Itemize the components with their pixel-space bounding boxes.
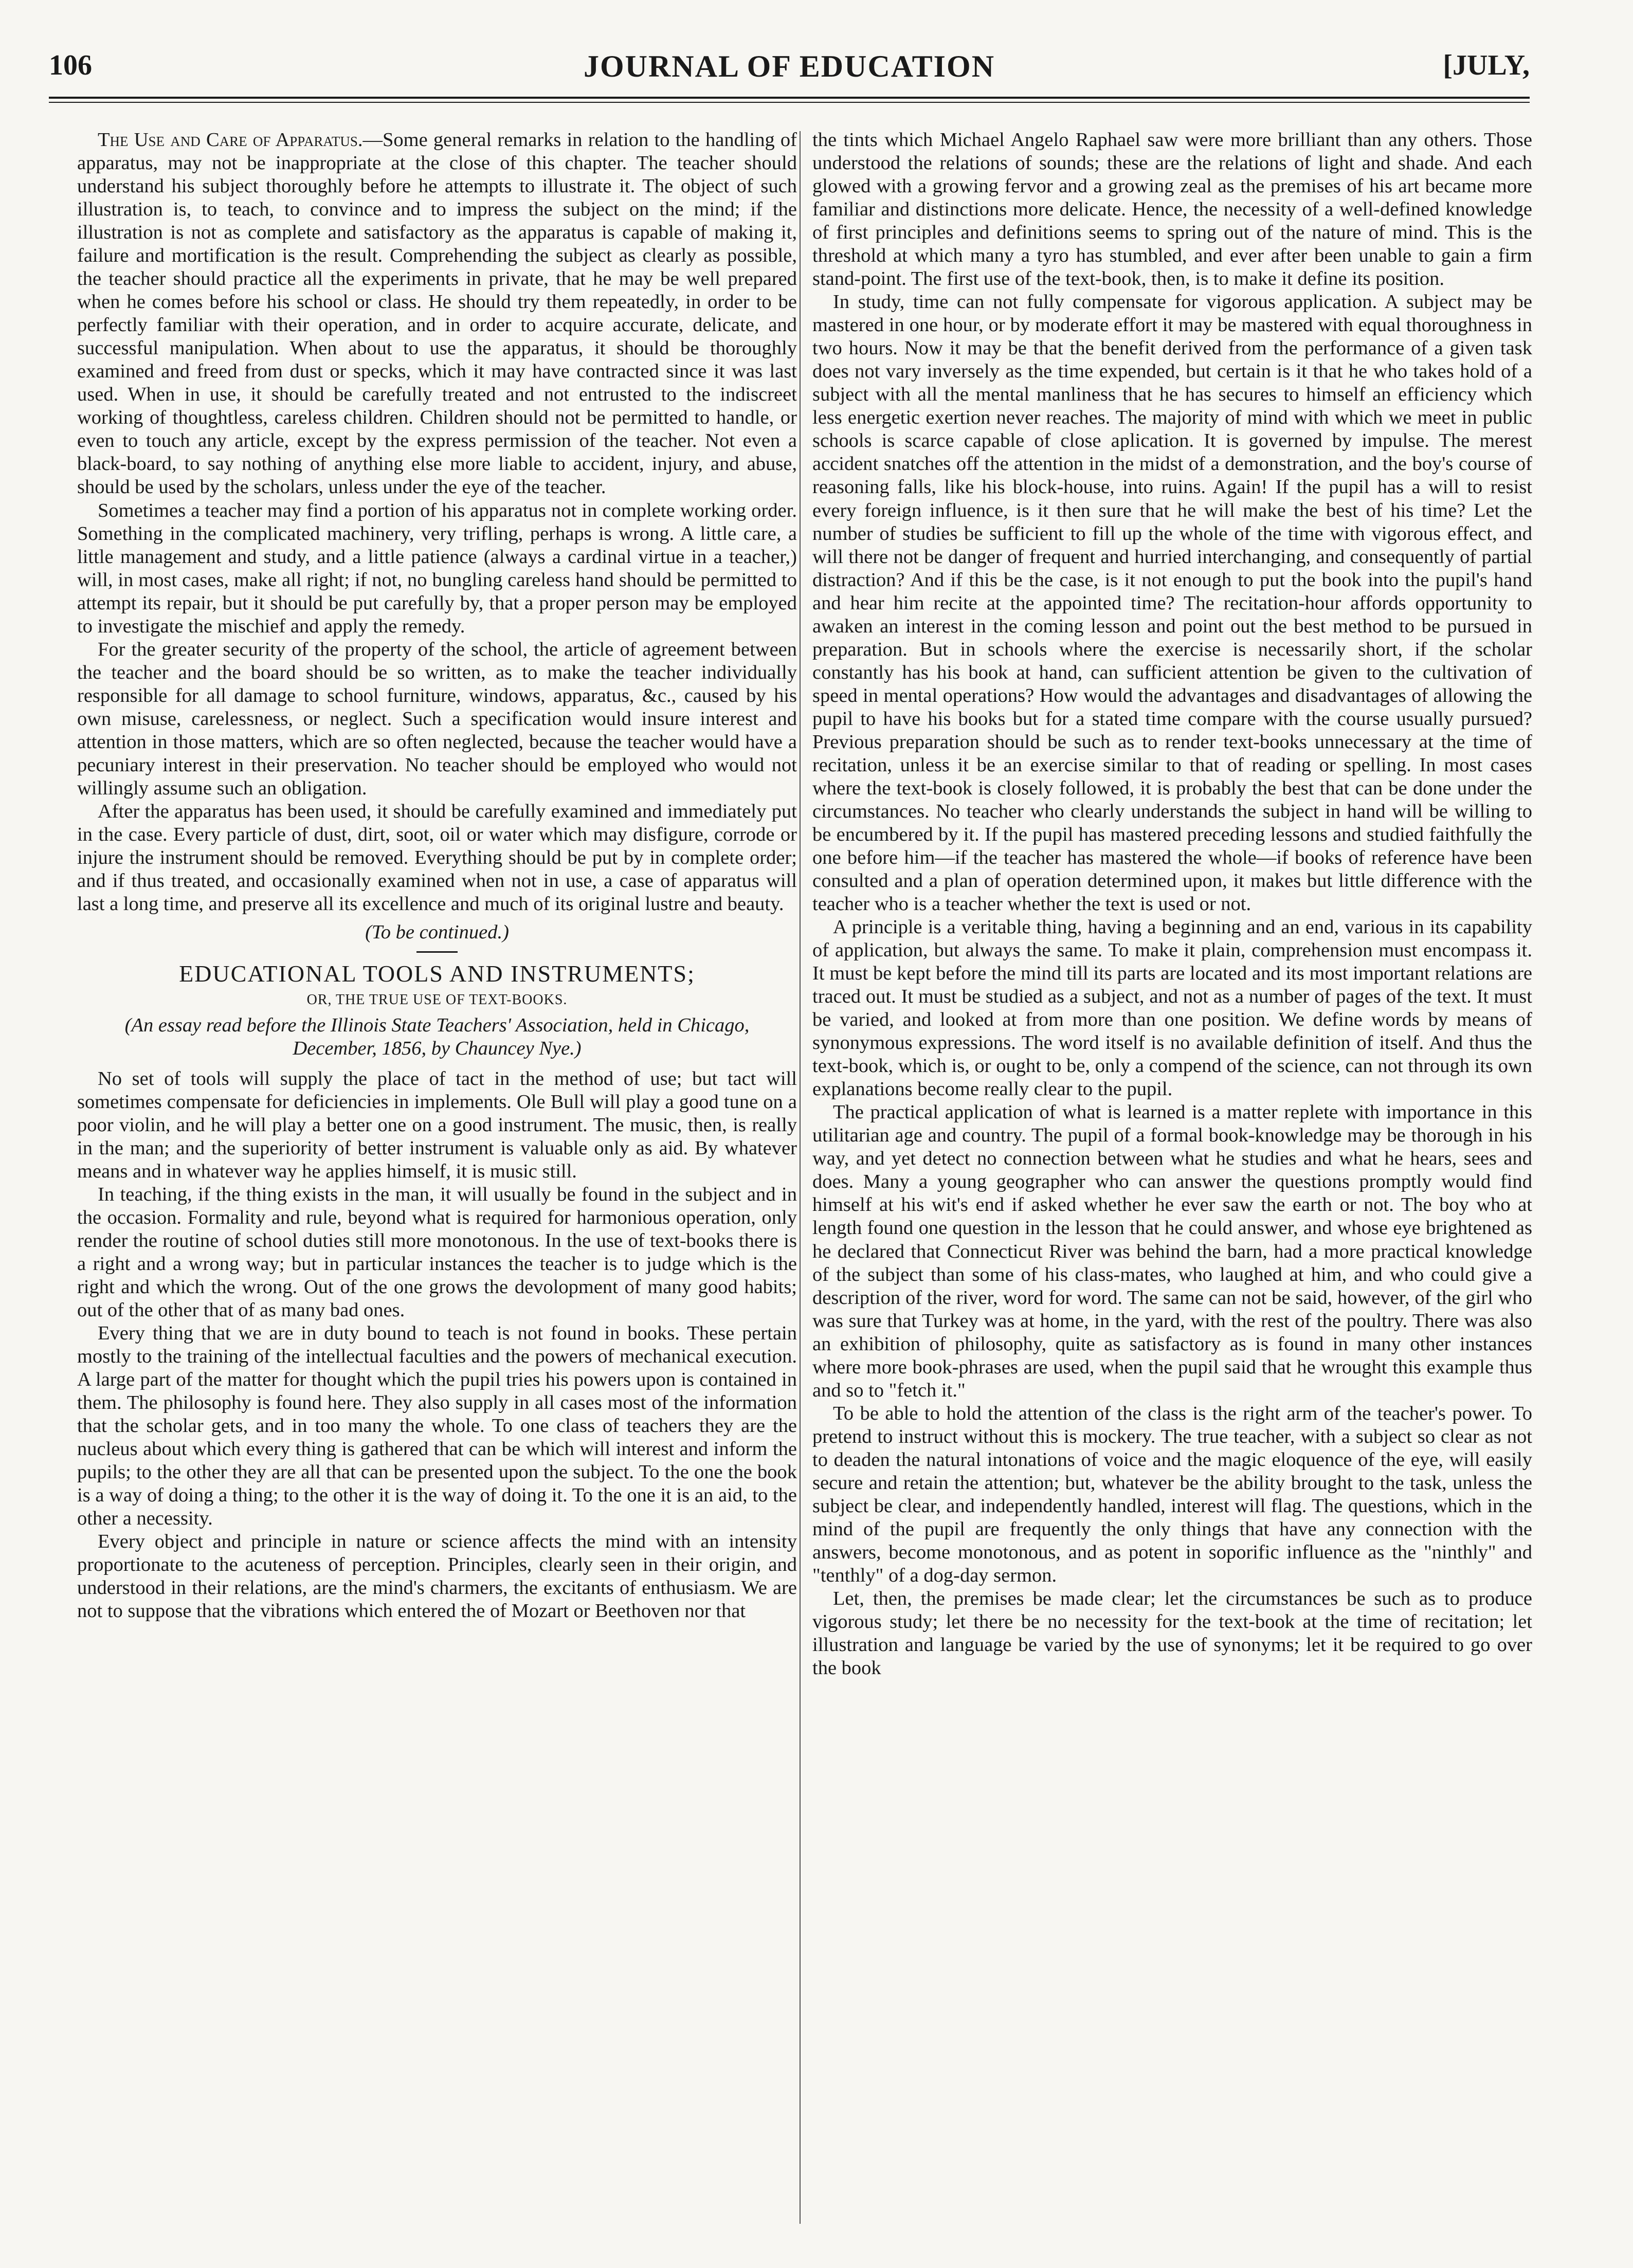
- header-rule-thin: [49, 102, 1530, 103]
- essay-byline: (An essay read before the Illinois State Teachers' Association, held in Chicago, December, 1856, by Chauncey Nye.): [124, 1014, 750, 1059]
- paragraph: [77, 129, 797, 499]
- left-column: [77, 129, 797, 2247]
- section-divider: [416, 951, 458, 953]
- section-subtitle: OR, THE TRUE USE OF TEXT-BOOKS.: [306, 991, 568, 1008]
- paragraph: Every thing that we are in duty bound to teach is not found in books. These pertain mostly to the training of the intellectual faculties and the powers of mechanical execution. A large part of the matter for thought which the pupil tries his powers upon is contained in them. The philosophy is found here. They also supply in all cases most of the information that the scholar gets, and in too many the whole. To one class of teachers they are the nucleus about which every thing is gathered that can be which will interest and inform the pupils; to the other they are all that can be presented upon the subject. To the one the book is a way of doing a thing; to the other it is the way of doing it. To the one it is an aid, to the other a necessity.: [77, 1322, 797, 1530]
- to-be-continued: (To be continued.): [365, 921, 509, 944]
- header-rule: [49, 97, 1530, 99]
- paragraph-body: —Some general remarks in relation to the handling of apparatus, may not be inappropriate at the close of this chapter. The teacher should understand his subject thoroughly before he attempts to illustrate it. The object of such illustration is, to teach, to convince and to impress the subject on the mind; if the illustration is not as complete and satisfactory as the apparatus is capable of making it, failure and mortification is the result. Comprehending the subject as clearly as possible, the teacher should practice all the experiments in private, that he may be well prepared when he comes before his school or class. He should try them repeatedly, in order to be perfectly familiar with their operation, and in order to acquire accurate, delicate, and successful manipulation. When about to use the apparatus, it should be thoroughly examined and freed from dust or specks, which it may have contracted since it was last used. When in use, it should be carefully treated and not entrusted to the indiscreet working of thoughtless, careless children. Children should not be permitted to handle, or even to touch any article, except by the express permission of the teacher. Not even a black-board, to say nothing of anything else more liable to accident, injury, and abuse, should be used by the scholars, unless under the eye of the teacher.: [77, 129, 797, 498]
- right-column: [812, 129, 1532, 2247]
- paragraph: In teaching, if the thing exists in the man, it will usually be found in the subject and in the occasion. Formality and rule, beyond what is required for harmonious operation, only render the routine of school duties still more monotonous. In the use of text-books there is a right and a wrong way; but in particular instances the teacher is to judge which is the right and which the wrong. Out of the one grows the devolopment of many good habits; out of the other that of as many bad ones.: [77, 1183, 797, 1321]
- paragraph: Sometimes a teacher may find a portion of his apparatus not in complete working order. Something in the complicated machinery, very trifling, perhaps is wrong. A little care, a little management and study, and a little patience (always a cardinal virtue in a teacher,) will, in most cases, make all right; if not, no bungling careless hand should be permitted to attempt its repair, but it should be put carefully by, that a proper person may be employed to investigate the mischief and apply the remedy.: [77, 499, 797, 637]
- issue-month: [JULY,: [1443, 49, 1530, 81]
- paragraph: A principle is a veritable thing, having a beginning and an end, various in its capability of application, but always the same. To make it plain, comprehension must encompass it. It must be kept before the mind till its parts are located and its most important relations are traced out. It must be studied as a subject, and not as a number of pages of the text. It must be varied, and looked at from more than one position. We define words by means of synonymous expressions. The word itself is no available definition of itself. And thus the text-book, which is, or ought to be, only a compend of the science, can not through its own explanations become really clear to the pupil.: [812, 916, 1532, 1100]
- paragraph: Every object and principle in nature or science affects the mind with an intensity proportionate to the acuteness of perception. Principles, clearly seen in their origin, and understood in their relations, are the mind's charmers, the excitants of enthusiasm. We are not to suppose that the vibrations which entered the of Mozart or Beethoven nor that: [77, 1531, 797, 1622]
- paragraph: For the greater security of the property of the school, the article of agreement between the teacher and the board should be so written, as to make the teacher individually responsible for all damage to school furniture, windows, apparatus, &c., caused by his own misuse, carelessness, or neglect. Such a specification would insure interest and attention in those matters, which are so often neglected, because the teacher would have a pecuniary interest in their preservation. No teacher should be employed who would not willingly assume such an obligation.: [77, 638, 797, 799]
- journal-title: JOURNAL OF EDUCATION: [583, 49, 995, 83]
- paragraph: Let, then, the premises be made clear; let the circumstances be such as to produce vigorous study; let there be no necessity for the text-book at the time of recitation; let illustration and language be varied by the use of synonyms; let it be required to go over the book: [812, 1587, 1532, 1679]
- paragraph: After the apparatus has been used, it should be carefully examined and immediately put in the case. Every particle of dust, dirt, soot, oil or water which may disfigure, corrode or injure the instrument should be removed. Everything should be put by in complete order; and if thus treated, and occasionally examined when not in use, a case of apparatus will last a long time, and preserve all its excellence and much of its original lustre and beauty.: [77, 800, 797, 915]
- section-title: EDUCATIONAL TOOLS AND INSTRUMENTS;: [179, 960, 695, 987]
- paragraph: In study, time can not fully compensate for vigorous application. A subject may be mastered in one hour, or by moderate effort it may be mastered with equal thoroughness in two hours. Now it may be that the benefit derived from the performance of a given task does not vary inversely as the time expended, but certain is it that he who takes hold of a subject with all the mental manliness that he has secures to himself an efficiency which less energetic exertion never reaches. The majority of mind with which we meet in public schools is scarce capable of close aplication. It is governed by impulse. The merest accident snatches off the attention in the midst of a demonstration, and the boy's course of reasoning falls, like his block-house, into ruins. Again! If the pupil has a will to resist every foreign influence, is it then sure that he will make the best of his time? Let the number of studies be sufficient to fill up the whole of the time with vigorous effect, and will there not be danger of frequent and hurried interchanging, and consequently of partial distraction? And if this be the case, is it not enough to put the book into the pupil's hand and hear him recite at the appointed time? The recitation-hour affords opportunity to awaken an interest in the coming lesson and point out the best method to be pursued in preparation. But in schools where the exercise is necessarily short, if the scholar constantly has his book at hand, can sufficient attention be given to the cultivation of speed in mental operations? How would the advantages and disadvantages of allowing the pupil to have his books but for a stated time compare with the course usually pursued? Previous preparation should be such as to render text-books unnecessary at the time of recitation, unless it be an exercise similar to that of reading or spelling. In most cases where the text-book is closely followed, it is probably the best that can be done under the circumstances. No teacher who clearly understands the subject in hand will be willing to be encumbered by it. If the pupil has mastered preceding lessons and studied faithfully the one before him—if the teacher has mastered the whole—if books of reference have been consulted and a plan of operation determined upon, it makes but little difference with the teacher who is a teacher whether the text is used or not.: [812, 291, 1532, 915]
- paragraph-lead: The Use and Care of Apparatus.: [98, 129, 363, 151]
- paragraph: To be able to hold the attention of the class is the right arm of the teacher's power. To pretend to instruct without this is mockery. The true teacher, with a subject so clear as not to deaden the natural intonations of voice and the magic eloquence of the eye, will easily secure and retain the attention; but, whatever be the ability brought to the task, unless the subject be clear, and independently handled, interest will flag. The questions, which in the mind of the pupil are frequently the only things that have any connection with the answers, become monotonous, and as potent in soporific influence as the "ninthly" and "tenthly" of a dog-day sermon.: [812, 1402, 1532, 1586]
- column-divider: [800, 131, 801, 2224]
- page-number: 106: [49, 49, 92, 81]
- paragraph: No set of tools will supply the place of tact in the method of use; but tact will sometimes compensate for deficiencies in implements. Ole Bull will play a good tune on a poor violin, and he will play a better one on a good instrument. The music, then, is really in the man; and the superiority of better instrument is valuable only as aid. By whatever means and in whatever way he applies himself, it is music still.: [77, 1067, 797, 1182]
- paragraph: the tints which Michael Angelo Raphael saw were more brilliant than any others. Those understood the relations of sounds; these are the relations of light and shade. And each glowed with a growing fervor and a growing zeal as the premises of his art became more familiar and distinctions more delicate. Hence, the necessity of a well-defined knowledge of first principles and definitions seems to spring out of the nature of mind. This is the threshold at which many a tyro has stumbled, and ever after been unable to gain a firm stand-point. The first use of the text-book, then, is to make it define its position.: [812, 129, 1532, 290]
- paragraph: The practical application of what is learned is a matter replete with importance in this utilitarian age and country. The pupil of a formal book-knowledge may be thorough in his way, and yet detect no connection between what he studies and what he hears, sees and does. Many a young geographer who can answer the questions promptly would find himself at his wit's end if asked whether he ever saw the earth or not. The boy who at length found one question in the lesson that he could answer, and whose eye brightened as he declared that Connecticut River was behind the barn, had a more practical knowledge of the subject than some of his class-mates, who laughed at him, and who could give a description of the river, word for word. The same can not be said, however, of the girl who was sure that Turkey was at home, in the yard, with the rest of the poultry. There was also an exhibition of philosophy, quite as satisfactory as is found in many other instances where more book-phrases are used, when the pupil said that he wrought this example thus and so to "fetch it.": [812, 1101, 1532, 1401]
